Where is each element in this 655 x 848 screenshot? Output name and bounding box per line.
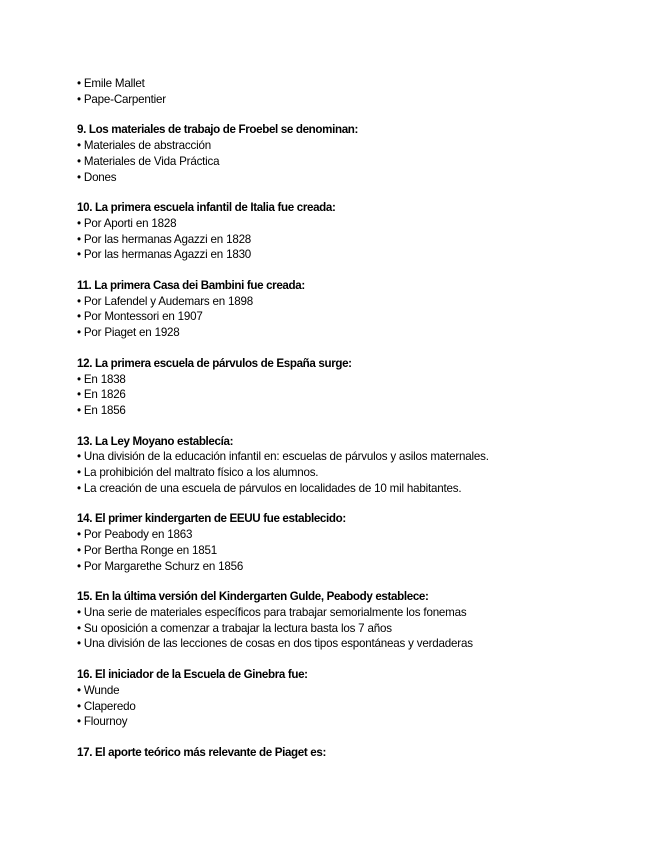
question-heading: 13. La Ley Moyano establecía: bbox=[77, 434, 234, 448]
question-block-17 bbox=[77, 745, 637, 761]
answer-option: • En 1838 bbox=[77, 372, 637, 388]
answer-option: • En 1856 bbox=[77, 403, 637, 419]
question-heading: 14. El primer kindergarten de EEUU fue establecido: bbox=[77, 512, 346, 526]
question-heading: 17. El aporte teórico más relevante de Piaget es: bbox=[77, 745, 326, 759]
document-page bbox=[77, 76, 637, 761]
question-block-11 bbox=[77, 278, 637, 341]
answer-option: • Por las hermanas Agazzi en 1830 bbox=[77, 247, 637, 263]
answer-option: • La creación de una escuela de párvulos en localidades de 10 mil habitantes. bbox=[77, 481, 637, 497]
question-heading: 10. La primera escuela infantil de Italia fue creada: bbox=[77, 201, 336, 215]
answer-option: • Una división de la educación infantil en: escuelas de párvulos y asilos maternales. bbox=[77, 449, 637, 465]
answer-option: • Por Piaget en 1928 bbox=[77, 325, 637, 341]
answer-option: • Por las hermanas Agazzi en 1828 bbox=[77, 232, 637, 248]
answer-option: • Por Montessori en 1907 bbox=[77, 309, 637, 325]
answer-option: • Wunde bbox=[77, 683, 637, 699]
answer-option: • Flournoy bbox=[77, 714, 637, 730]
question-block-13 bbox=[77, 434, 637, 497]
answer-option: • Por Peabody en 1863 bbox=[77, 527, 637, 543]
answer-option: • Pape-Carpentier bbox=[77, 92, 637, 108]
answer-option: • Una división de las lecciones de cosas en dos tipos espontáneas y verdaderas bbox=[77, 636, 637, 652]
answer-option: • Una serie de materiales específicos para trabajar semorialmente los fonemas bbox=[77, 605, 637, 621]
question-block-14 bbox=[77, 511, 637, 574]
question-block-15 bbox=[77, 589, 637, 652]
question-block-8-continued bbox=[77, 76, 637, 107]
question-heading: 12. La primera escuela de párvulos de España surge: bbox=[77, 356, 352, 370]
answer-option: • Materiales de abstracción bbox=[77, 138, 637, 154]
answer-option: • Su oposición a comenzar a trabajar la lectura basta los 7 años bbox=[77, 621, 637, 637]
answer-option: • Por Lafendel y Audemars en 1898 bbox=[77, 294, 637, 310]
answer-option: • Claperedo bbox=[77, 699, 637, 715]
answer-option: • La prohibición del maltrato físico a los alumnos. bbox=[77, 465, 637, 481]
question-block-10 bbox=[77, 200, 637, 263]
question-block-12 bbox=[77, 356, 637, 419]
question-block-9 bbox=[77, 122, 637, 185]
answer-option: • Por Aporti en 1828 bbox=[77, 216, 637, 232]
answer-option: • Materiales de Vida Práctica bbox=[77, 154, 637, 170]
answer-option: • En 1826 bbox=[77, 387, 637, 403]
answer-option: • Dones bbox=[77, 170, 637, 186]
answer-option: • Por Margarethe Schurz en 1856 bbox=[77, 559, 637, 575]
answer-option: • Emile Mallet bbox=[77, 76, 637, 92]
question-heading: 9. Los materiales de trabajo de Froebel se denominan: bbox=[77, 123, 359, 137]
answer-option: • Por Bertha Ronge en 1851 bbox=[77, 543, 637, 559]
question-heading: 11. La primera Casa dei Bambini fue creada: bbox=[77, 279, 305, 293]
question-heading: 16. El iniciador de la Escuela de Ginebra fue: bbox=[77, 668, 308, 682]
question-heading: 15. En la última versión del Kindergarten Gulde, Peabody establece: bbox=[77, 590, 429, 604]
question-block-16 bbox=[77, 667, 637, 730]
